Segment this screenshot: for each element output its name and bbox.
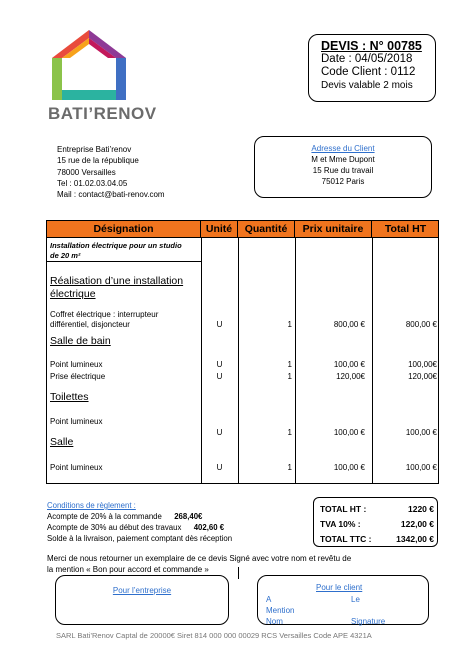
company-signature-box[interactable]: [55, 575, 229, 625]
row-price: 100,00 €: [333, 428, 365, 437]
section-title-line: électrique: [50, 288, 96, 300]
table-note: [50, 241, 182, 261]
row-designation: [50, 310, 158, 330]
client-street: 15 Rue du travail: [312, 166, 374, 175]
row-total: 100,00 €: [405, 428, 437, 437]
company-tel: Tel : 01.02.03.04.05: [57, 178, 128, 188]
company-info: [57, 144, 165, 200]
condition-label: Acompte de 20% à la commande: [47, 512, 162, 521]
col-designation: Désignation: [47, 221, 201, 238]
condition-line: Solde à la livraison, paiement comptant dès réception: [47, 534, 233, 543]
section-title: [50, 275, 183, 301]
condition-line: [47, 522, 232, 533]
row-total: 100,00€: [408, 360, 437, 369]
row-qty: 1: [287, 360, 292, 369]
row-unit: U: [216, 360, 223, 369]
row-unit: U: [216, 372, 223, 381]
client-city: 75012 Paris: [321, 177, 365, 186]
row-unit: U: [216, 320, 223, 329]
instruction-line: Merci de nous retourner un exemplaire de ce devis Signé avec votre nom et revêtu de: [47, 554, 352, 563]
row-qty: 1: [287, 463, 292, 472]
table-header: [47, 221, 438, 238]
company-name: Entreprise Bati’renov: [57, 145, 132, 154]
quote-table: [46, 220, 439, 484]
company-signature-heading: Pour l’entreprise: [112, 586, 172, 595]
condition-line: [47, 511, 232, 522]
col-unit-price: Prix unitaire: [295, 221, 372, 238]
devis-validity: Devis valable 2 mois: [321, 80, 413, 91]
row-price: 800,00 €: [333, 320, 365, 329]
devis-date: Date : 04/05/2018: [321, 53, 413, 65]
row-designation: Point lumineux: [50, 360, 103, 369]
sig-a-label: A: [266, 595, 272, 604]
row-qty: 1: [287, 320, 292, 329]
section-title: Salle: [50, 436, 74, 448]
tva-row: [320, 519, 434, 529]
text-cursor: [238, 567, 239, 579]
row-designation: Point lumineux: [50, 463, 103, 472]
client-signature-box[interactable]: [257, 575, 429, 625]
sig-mention-label: Mention: [266, 606, 295, 615]
condition-value: 402,60 €: [193, 523, 225, 532]
devis-info-box: [308, 34, 436, 102]
row-designation: Point lumineux: [50, 417, 103, 426]
sig-nom-label: Nom: [266, 617, 283, 626]
section-title: Toilettes: [50, 391, 89, 403]
tva-label: TVA 10% :: [320, 519, 361, 529]
client-signature-heading: Pour le client: [316, 583, 363, 592]
client-code: Code Client : 0112: [321, 66, 416, 78]
row-qty: 1: [287, 428, 292, 437]
condition-value: 268,40€: [174, 512, 203, 521]
row-price: 100,00 €: [333, 463, 365, 472]
client-name: M et Mme Dupont: [311, 155, 375, 164]
tva-value: 122,00 €: [400, 519, 434, 529]
company-street: 15 rue de la république: [57, 156, 139, 166]
total-ht-row: [320, 504, 434, 514]
company-mail: Mail : contact@bati-renov.com: [57, 190, 165, 200]
instruction-line: la mention « Bon pour accord et commande »: [47, 565, 209, 574]
company-city: 78000 Versailles: [57, 167, 116, 177]
house-logo-icon: [52, 30, 126, 100]
payment-conditions: [47, 500, 232, 544]
client-heading: Adresse du Client: [311, 144, 375, 153]
condition-label: Acompte de 30% au début des travaux: [47, 523, 182, 532]
section-title: Salle de bain: [50, 335, 111, 347]
row-unit: U: [216, 463, 223, 472]
section-title-line: Réalisation d’une installation: [50, 275, 184, 287]
designation-line: Coffret électrique : interrupteur: [50, 310, 159, 319]
total-ttc-value: 1342,00 €: [396, 534, 434, 544]
sig-le-label: Le: [351, 595, 360, 604]
row-price: 120,00€: [336, 372, 365, 381]
signature-instruction: [47, 553, 351, 575]
row-total: 120,00€: [408, 372, 437, 381]
row-qty: 1: [287, 372, 292, 381]
brand-name: BATI’RENOV: [48, 104, 157, 123]
sig-signature-label: Signature: [351, 617, 386, 626]
total-ttc-row: [320, 534, 434, 544]
total-ht-value: 1220 €: [408, 504, 434, 514]
row-designation: Prise électrique: [50, 372, 106, 381]
total-ht-label: TOTAL HT :: [320, 504, 367, 514]
legal-footer: SARL Bati’Renov Captal de 20000€ Siret 814 000 000 00029 RCS Versailles Code APE 4321A: [56, 631, 372, 640]
total-ttc-label: TOTAL TTC :: [320, 534, 372, 544]
col-unit: Unité: [201, 221, 238, 238]
totals-box: [313, 497, 438, 547]
devis-number: DEVIS : N° 00785: [321, 39, 422, 53]
row-price: 100,00 €: [333, 360, 365, 369]
client-address-box: [254, 136, 432, 198]
col-total-ht: Total HT: [384, 223, 427, 235]
table-note-line: de 20 m²: [50, 251, 81, 260]
conditions-heading: Conditions de règlement :: [47, 501, 136, 510]
note-divider: [47, 261, 201, 262]
row-total: 800,00 €: [405, 320, 437, 329]
designation-line: différentiel, disjoncteur: [50, 320, 130, 329]
row-unit: U: [216, 428, 223, 437]
row-total: 100,00 €: [405, 463, 437, 472]
col-quantity: Quantité: [238, 221, 295, 238]
table-note-line: Installation électrique pour un studio: [50, 241, 182, 250]
